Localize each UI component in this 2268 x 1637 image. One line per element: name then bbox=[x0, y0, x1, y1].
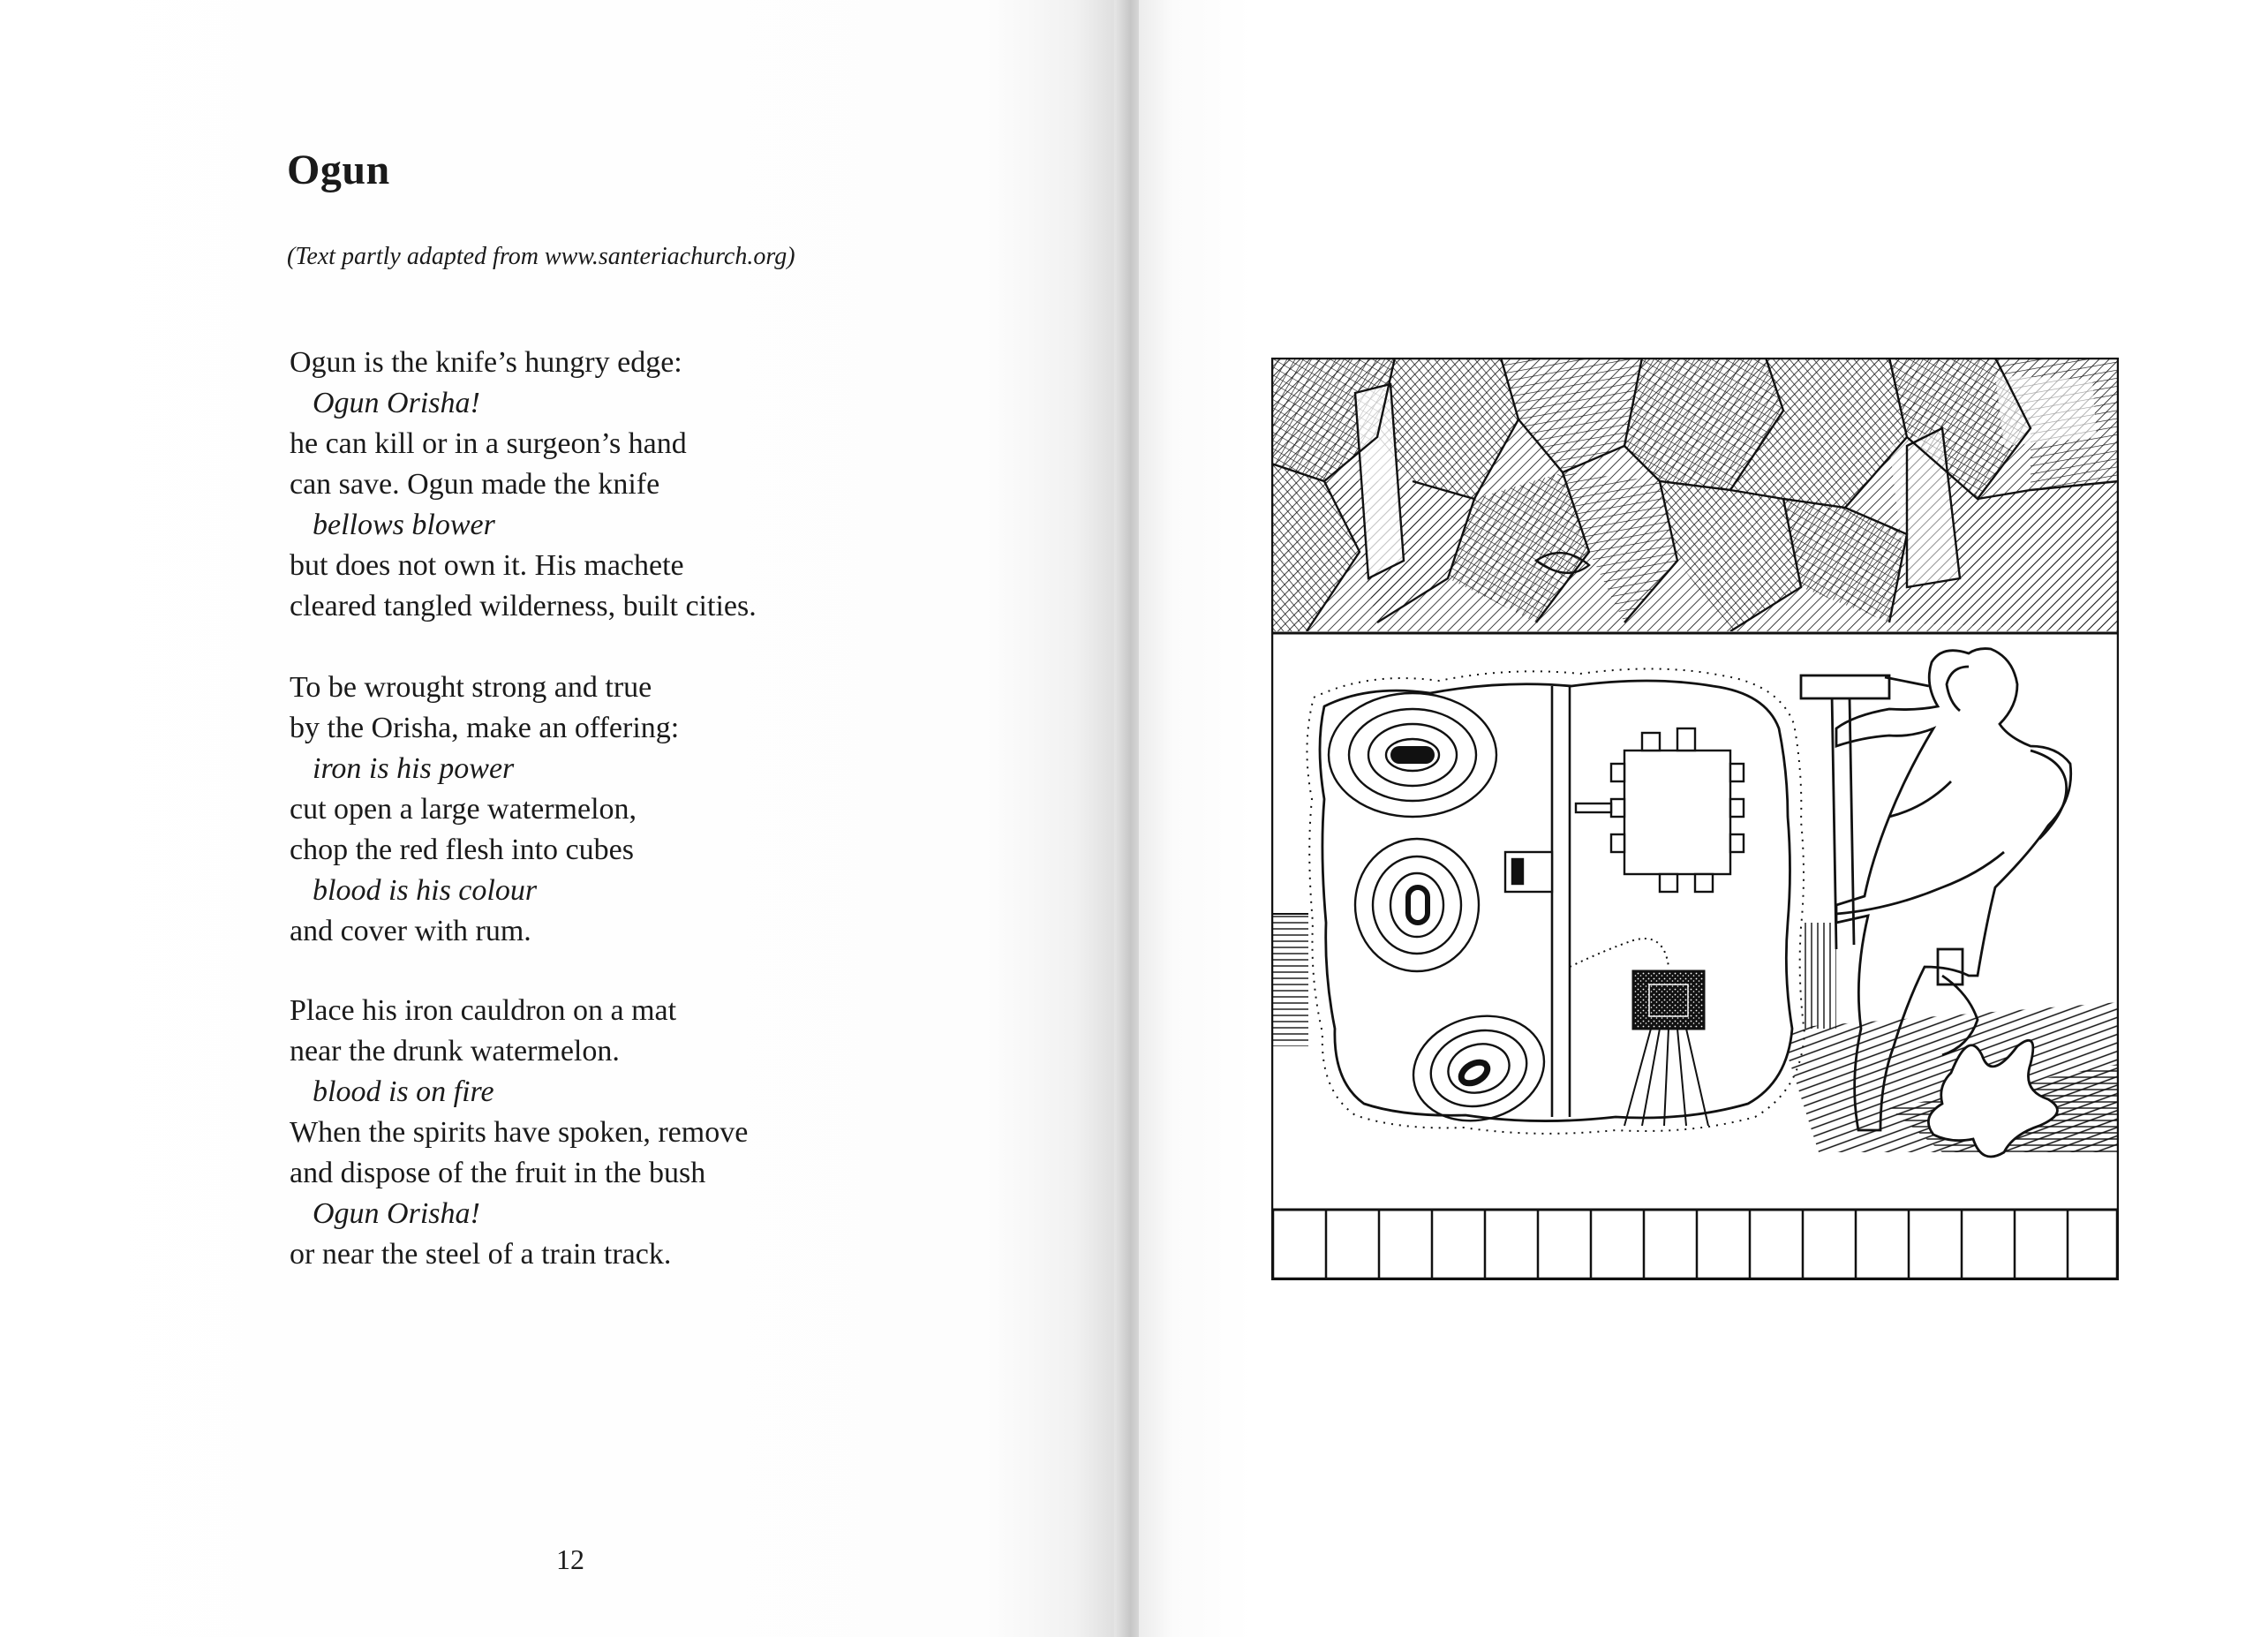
poem-line: cleared tangled wilderness, built cities. bbox=[290, 590, 757, 622]
poem-line: near the drunk watermelon. bbox=[290, 1035, 620, 1067]
page-number: 12 bbox=[556, 1543, 584, 1575]
refrain-line: Ogun Orisha! bbox=[313, 387, 480, 419]
poem-line: or near the steel of a train track. bbox=[290, 1238, 672, 1271]
poem-line: Ogun is the knife’s hungry edge: bbox=[290, 346, 682, 379]
refrain-line: blood is his colour bbox=[313, 874, 538, 907]
poem-line: by the Orisha, make an offering: bbox=[290, 712, 680, 744]
left-page bbox=[0, 0, 1121, 1637]
source-note: (Text partly adapted from www.santeriachurch.org) bbox=[287, 243, 795, 270]
stanza bbox=[290, 991, 748, 1275]
stanza bbox=[290, 668, 679, 952]
poem-line: Place his iron cauldron on a mat bbox=[290, 994, 677, 1027]
poem-line: but does not own it. His machete bbox=[290, 549, 684, 582]
poem-line: and dispose of the fruit in the bush bbox=[290, 1157, 706, 1189]
poem-line: cut open a large watermelon, bbox=[290, 793, 637, 826]
poem-line: can save. Ogun made the knife bbox=[290, 468, 660, 501]
refrain-line: iron is his power bbox=[313, 752, 515, 785]
refrain-line: bellows blower bbox=[313, 509, 495, 541]
refrain-line: blood is on fire bbox=[313, 1075, 494, 1108]
refrain-line: Ogun Orisha! bbox=[313, 1197, 480, 1230]
poem-title: Ogun bbox=[287, 147, 390, 193]
stanza bbox=[290, 343, 757, 627]
illustration bbox=[1271, 358, 2119, 1280]
poem-line: and cover with rum. bbox=[290, 915, 531, 947]
poem-line: When the spirits have spoken, remove bbox=[290, 1116, 749, 1149]
hatched-band bbox=[1271, 358, 2119, 631]
poem-line: he can kill or in a surgeon’s hand bbox=[290, 427, 687, 460]
poem-line: chop the red flesh into cubes bbox=[290, 834, 634, 866]
poem-line: To be wrought strong and true bbox=[290, 671, 652, 704]
